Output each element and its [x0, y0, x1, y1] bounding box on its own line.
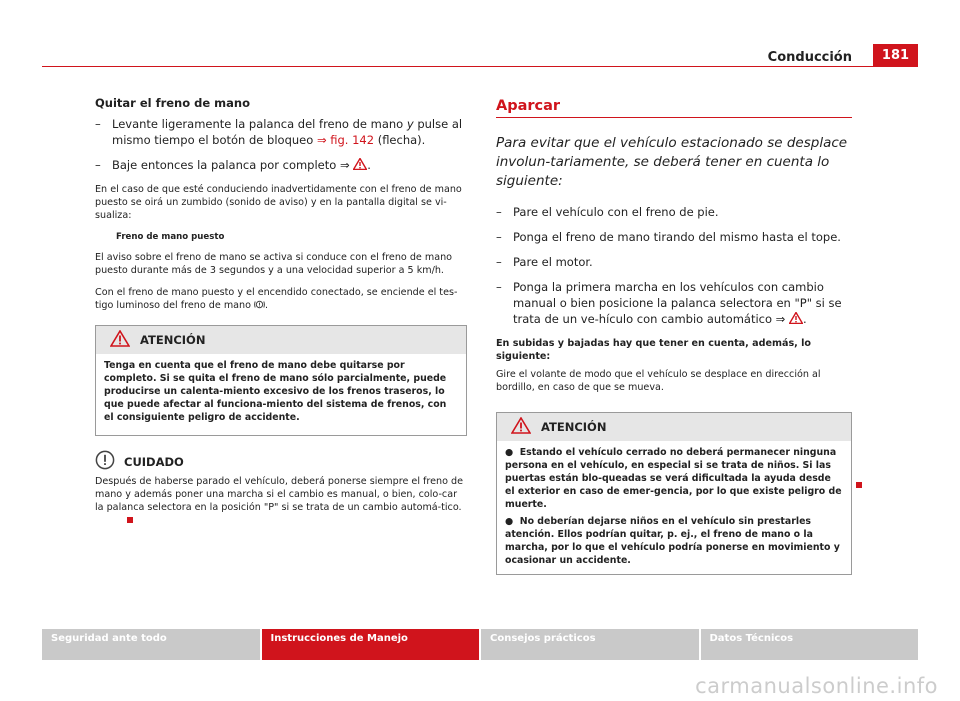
warning-triangle-icon [110, 330, 130, 350]
warning-box [95, 325, 467, 436]
warning-text: Tenga en cuenta que el freno de mano debe quitarse por completo. Si se quita el freno de mano sólo parcialmente, puede producirse un calenta-miento excesivo de los frenos traseros, lo que puede afectar al funciona-miento del sistema de frenos, con el consiguiente peligro de accidente. [104, 360, 447, 423]
slopes-heading: En subidas y bajadas hay que tener en cuenta, además, lo siguiente: [496, 338, 812, 362]
page-number: 181 [873, 44, 918, 67]
list-item: – Baje entonces la palanca por completo ⇒ . [95, 158, 371, 172]
section-title: Aparcar [496, 98, 852, 118]
tab-datos[interactable]: Datos Técnicos [701, 629, 919, 660]
watermark: carmanualsonline.info [695, 674, 938, 698]
header-rule [42, 66, 918, 67]
right-column [496, 98, 852, 575]
warning-title: ATENCIÓN [140, 333, 206, 347]
chapter-title: Conducción [767, 50, 852, 65]
caution-text: Después de haberse parado el vehículo, deberá ponerse siempre el freno de mano y además poner una marcha si el cambio es manual, o bien, colo-car la palanca selectora en la posición "P" si se trata de un cambio automá-tico. [95, 476, 464, 513]
paragraph: Con el freno de mano puesto y el encendido conectado, se enciende el tes-tigo luminoso del freno de mano . [95, 287, 458, 311]
tab-seguridad[interactable]: Seguridad ante todo [42, 629, 260, 660]
list-item: – Levante ligeramente la palanca del freno de mano y pulse al mismo tiempo el botón de bloqueo ⇒ fig. 142 (flecha). [95, 117, 463, 147]
section-end-mark [127, 517, 133, 523]
list-item: – Pare el motor. [496, 255, 593, 269]
warning-item: ● No deberían dejarse niños en el vehículo sin prestarles atención. Ellos podrían quitar, p. ej., el freno de mano o la marcha, por lo que el vehículo podría ponerse en movimiento y ocasionar un accidente. [505, 516, 840, 566]
release-handbrake-heading: Quitar el freno de mano [95, 96, 251, 110]
exclamation-circle-icon [95, 450, 115, 473]
caution-title: CUIDADO [124, 454, 184, 469]
left-column [95, 96, 467, 527]
intro-text: Para evitar que el vehículo estacionado se desplace involun-tariamente, se deberá tener en cuenta lo siguiente: [496, 135, 848, 189]
list-item: – Ponga el freno de mano tirando del mismo hasta el tope. [496, 230, 841, 244]
list-item: – Ponga la primera marcha en los vehículos con cambio manual o bien posicione la palanca selectora en "P" si se trata de un ve-hículo con cambio automático ⇒ . [496, 280, 842, 326]
tab-consejos[interactable]: Consejos prácticos [481, 629, 699, 660]
warning-triangle-icon[interactable] [789, 312, 803, 328]
warning-item: ● Estando el vehículo cerrado no deberá permanecer ninguna persona en el vehículo, en especial si se trata de niños. Si las puertas están blo-queadas se verá dificultada la ayuda desde el exterior en caso de emer-gencia, por lo que existe peligro de muerte. [505, 447, 842, 510]
paragraph: En el caso de que esté conduciendo inadvertidamente con el freno de mano puesto se oirá un zumbido (sonido de aviso) y en la pantalla digital se vi-sualiza: [95, 184, 462, 221]
list-item: – Pare el vehículo con el freno de pie. [496, 205, 719, 219]
brake-warning-lamp-icon [254, 300, 265, 311]
warning-triangle-icon[interactable] [353, 158, 367, 174]
paragraph: El aviso sobre el freno de mano se activa si conduce con el freno de mano puesto durante más de 3 segundos y a una velocidad superior a 5 km/h. [95, 252, 453, 276]
section-end-mark [856, 482, 862, 488]
display-message: Freno de mano puesto [116, 232, 225, 242]
warning-triangle-icon [511, 417, 531, 437]
warning-title: ATENCIÓN [541, 420, 607, 434]
warning-box [496, 412, 852, 575]
figure-reference-link[interactable]: ⇒ fig. 142 [316, 133, 375, 147]
footer-nav [42, 629, 918, 660]
tab-instrucciones[interactable]: Instrucciones de Manejo [262, 629, 480, 660]
slopes-text: Gire el volante de modo que el vehículo se desplace en dirección al bordillo, en caso de que se mueva. [496, 369, 821, 393]
caution-heading [95, 450, 467, 473]
